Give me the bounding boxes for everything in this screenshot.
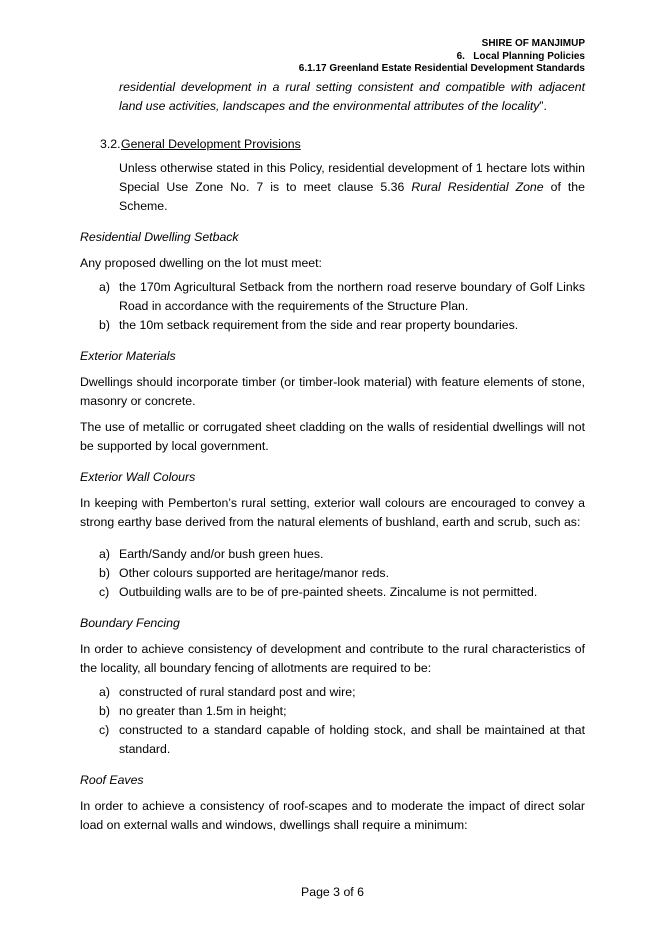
list-marker: a) bbox=[99, 280, 110, 294]
materials-para-1: Dwellings should incorporate timber (or timber-look material) with feature elements of stone, masonry or concrete. bbox=[80, 375, 585, 408]
header-organisation: SHIRE OF MANJIMUP bbox=[481, 38, 585, 49]
section-body-italic: Rural Residential Zone bbox=[411, 180, 544, 194]
list-marker: a) bbox=[99, 685, 110, 699]
intro-quote-text: residential development in a rural setting consistent and compatible with adjacent land use activities, landscapes and the environmental attributes of the locality bbox=[119, 80, 585, 113]
list-marker: c) bbox=[99, 723, 110, 737]
page-body bbox=[80, 78, 585, 835]
list-item-text: the 170m Agricultural Setback from the northern road reserve boundary of Golf Links Road in accordance with the requirements of the Structure Plan. bbox=[119, 280, 585, 313]
header-policy-title: 6.1.17 Greenland Estate Residential Development Standards bbox=[298, 63, 585, 74]
section-heading bbox=[100, 135, 585, 154]
list-item-text: constructed to a standard capable of holding stock, and shall be maintained at that standard. bbox=[119, 723, 585, 756]
colours-list bbox=[80, 545, 585, 602]
list-item bbox=[80, 278, 585, 316]
fencing-list bbox=[80, 683, 585, 759]
intro-quote-end: ”. bbox=[539, 99, 547, 113]
list-item-text: Outbuilding walls are to be of pre-painted sheets. Zincalume is not permitted. bbox=[119, 585, 538, 599]
list-item-text: no greater than 1.5m in height; bbox=[119, 704, 287, 718]
list-marker: a) bbox=[99, 547, 110, 561]
section-body-post: of the Scheme. bbox=[119, 180, 585, 213]
heading-eaves: Roof Eaves bbox=[80, 773, 144, 787]
section-body bbox=[119, 159, 585, 216]
setback-intro: Any proposed dwelling on the lot must meet: bbox=[80, 256, 322, 270]
list-item bbox=[80, 702, 585, 721]
section-body-pre: Unless otherwise stated in this Policy, residential development of 1 hectare lots within Special Use Zone No. 7 is to meet clause 5.36 bbox=[119, 161, 585, 194]
header-chapter: 6. Local Planning Policies bbox=[456, 50, 585, 62]
fencing-intro: In order to achieve consistency of development and contribute to the rural characteristics of the locality, all boundary fencing of allotments are required to be: bbox=[80, 642, 585, 675]
list-item-text: constructed of rural standard post and wire; bbox=[119, 685, 356, 699]
page-number: Page 3 of 6 bbox=[301, 885, 364, 899]
eaves-intro: In order to achieve a consistency of roof-scapes and to moderate the impact of direct solar load on external walls and windows, dwellings shall require a minimum: bbox=[80, 799, 585, 832]
list-item-text: Other colours supported are heritage/manor reds. bbox=[119, 566, 389, 580]
list-item bbox=[80, 683, 585, 702]
heading-colours: Exterior Wall Colours bbox=[80, 470, 196, 484]
section-number: 3.2. bbox=[100, 137, 121, 151]
section-title: General Development Provisions bbox=[121, 137, 301, 151]
list-marker: c) bbox=[99, 585, 110, 599]
list-item bbox=[80, 564, 585, 583]
list-item bbox=[80, 721, 585, 759]
document-header bbox=[299, 38, 585, 76]
setback-list bbox=[80, 278, 585, 335]
heading-materials: Exterior Materials bbox=[80, 349, 176, 363]
materials-para-2: The use of metallic or corrugated sheet cladding on the walls of residential dwellings will not be supported by local government. bbox=[80, 420, 585, 453]
heading-setback: Residential Dwelling Setback bbox=[80, 230, 239, 244]
colours-intro: In keeping with Pemberton’s rural setting, exterior wall colours are encouraged to convey a strong earthy base derived from the natural elements of bushland, earth and scrub, such as: bbox=[80, 496, 585, 529]
heading-fencing: Boundary Fencing bbox=[80, 616, 180, 630]
list-item bbox=[80, 583, 585, 602]
list-item-text: the 10m setback requirement from the side and rear property boundaries. bbox=[119, 318, 519, 332]
list-item bbox=[80, 545, 585, 564]
list-marker: b) bbox=[99, 318, 110, 332]
list-item-text: Earth/Sandy and/or bush green hues. bbox=[119, 547, 324, 561]
intro-quote bbox=[119, 78, 585, 116]
list-marker: b) bbox=[99, 704, 110, 718]
list-item bbox=[80, 316, 585, 335]
list-marker: b) bbox=[99, 566, 110, 580]
